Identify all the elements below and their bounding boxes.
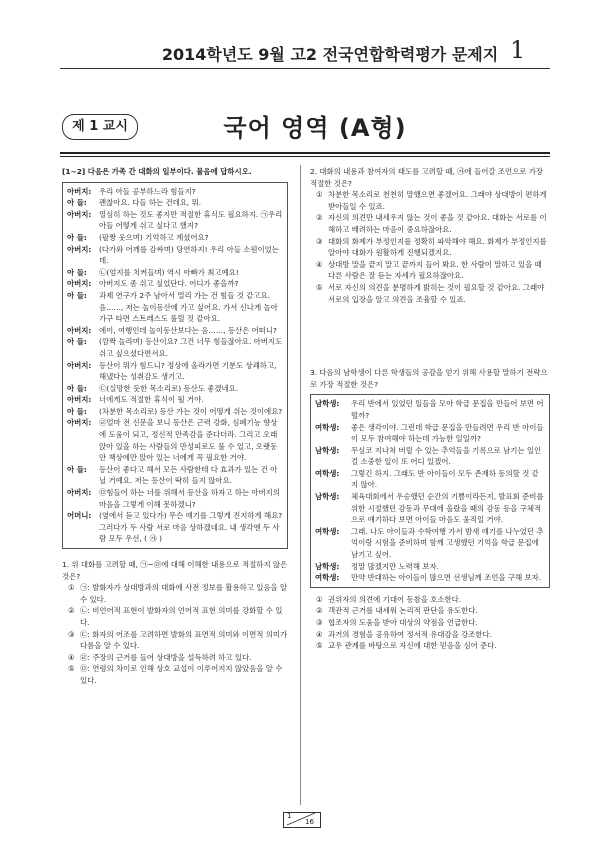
dialogue-turn — [67, 336, 283, 359]
dialogue-turn — [67, 510, 283, 545]
dialogue-turn — [67, 267, 283, 279]
speaker-label: 여학생: — [315, 526, 340, 536]
utterance-text: 우리 아들 공부하느라 힘들지? — [99, 186, 196, 196]
answer-option — [62, 663, 288, 686]
option-marker: ⑤ — [316, 641, 323, 651]
speaker-label: 아버지: — [67, 209, 92, 219]
option-text: 권위자의 의견에 기대어 동참을 호소한다. — [328, 594, 462, 604]
utterance-text: (옆에서 듣고 있다가) 무슨 얘기를 그렇게 진지하게 해요? 그러다가 두 사람 서로 마음 상하겠네요. 내 생각엔 두 사람 모두 우선, ( ㉮ ) — [99, 511, 283, 544]
dialogue-turn — [315, 572, 545, 584]
option-marker: ⑤ — [316, 282, 323, 292]
question-2-options — [310, 189, 550, 305]
dialogue-turn — [67, 417, 283, 463]
dialogue-turn — [315, 561, 545, 573]
speaker-label: 여학생: — [315, 468, 340, 478]
answer-option — [310, 594, 550, 606]
subject-title: 국어 영역 (A형) — [223, 114, 407, 142]
dialogue-turn — [67, 325, 283, 337]
option-text: 교우 관계를 바탕으로 자신에 대한 믿음을 심어 준다. — [328, 641, 497, 651]
dialogue-turn — [67, 406, 283, 418]
speaker-label: 아 들: — [67, 337, 87, 347]
column-divider — [300, 165, 301, 805]
option-marker: ② — [68, 606, 75, 616]
option-marker: ⑤ — [68, 664, 75, 674]
question-1-options — [62, 582, 288, 686]
utterance-text: 그래. 나도 아이들과 수학여행 가서 밤새 얘기를 나누었던 추억이랑 시험을 준비하며 함께 고생했던 기억을 학급 문집에 남기고 싶어. — [351, 526, 544, 560]
utterance-text: 만약 반대하는 아이들이 많으면 선생님께 조언을 구해 보자. — [351, 573, 542, 583]
option-marker: ① — [316, 190, 323, 200]
option-text: 서로 자신의 의견을 분명하게 밝히는 것이 필요할 것 같아요. 그래야 서로의 입장을 알고 의견을 조율할 수 있죠. — [328, 282, 545, 304]
option-marker: ③ — [316, 236, 323, 246]
option-marker: ② — [316, 213, 323, 223]
utterance-text: 괜찮아요. 다들 하는 건데요, 뭐. — [99, 198, 202, 208]
question-3-options — [310, 594, 550, 652]
answer-option — [310, 236, 550, 259]
option-text: 차분한 목소리로 천천히 말했으면 좋겠어요. 그래야 상대방이 편하게 받아들일 수 있죠. — [328, 190, 547, 211]
speaker-label: 아 들: — [67, 267, 87, 277]
answer-option — [310, 617, 550, 629]
dialogue-box — [62, 182, 288, 549]
option-text: 자신의 의견만 내세우지 않는 것이 좋을 것 같아요. 대화는 서로를 이해하고 배려하는 마음이 중요하잖아요. — [328, 213, 547, 234]
option-text: 객관적 근거를 내세워 논리적 판단을 유도한다. — [328, 606, 478, 616]
question-3 — [310, 367, 550, 652]
right-column — [310, 166, 550, 652]
title-rule — [60, 152, 550, 157]
option-text: ㉢: 화자의 어조를 고려하면 발화의 표면적 의미와 이면적 의미가 다름을 알 수 있다. — [80, 629, 288, 651]
utterance-text: 무심코 지나쳐 버릴 수 있는 추억들을 기록으로 남기는 일인걸 소중한 일이 또 어디 있겠어. — [351, 445, 542, 467]
utterance-text: 아버지도 좀 쉬고 싶었단다. 어디가 좋을까? — [99, 279, 239, 289]
option-marker: ③ — [316, 618, 323, 627]
speaker-label: 어머니: — [67, 511, 92, 521]
dialogue-turn — [315, 468, 545, 491]
question-2 — [310, 166, 550, 305]
instruction: [1~2] 다음은 가족 간 대화의 일부이다. 물음에 답하시오. — [62, 167, 252, 176]
dialogue-turn — [67, 232, 283, 244]
option-text: 협조자의 도움을 받아 대상의 약점을 언급한다. — [328, 618, 478, 627]
option-marker: ④ — [316, 629, 323, 639]
utterance-text: 과제 연구가 2주 남아서 멀리 가는 건 힘들 것 같고요. 음……, 저는 놀이동산에 가고 싶어요. 가서 신나게 놀아 가구 타면 스트레스도 풀릴 것 같아요. — [99, 290, 278, 324]
utterance-text: 그렇긴 하지. 그래도 반 아이들이 모두 존재하 동의할 것 같지 않아. — [351, 468, 539, 490]
speaker-label: 여학생: — [315, 422, 340, 432]
speaker-label: 남학생: — [315, 492, 340, 502]
answer-option — [62, 652, 288, 664]
speaker-label: 아 들: — [67, 232, 87, 242]
answer-option — [310, 629, 550, 641]
option-marker: ④ — [68, 652, 75, 662]
option-text: ㉡: 비언어적 표현이 발화자의 언어적 표현 의미를 강화할 수 있다. — [80, 606, 283, 627]
page-footer-current: 1 — [287, 812, 292, 820]
utterance-text: 우리 반에서 있었던 일들을 모아 학급 문집을 만들어 보면 어떨까? — [351, 399, 544, 420]
answer-option — [62, 629, 288, 652]
dialogue-turn — [315, 491, 545, 526]
dialogue-turn — [315, 526, 545, 561]
option-marker: ① — [316, 594, 323, 604]
utterance-text: (차분한 목소리로) 등산 가는 것이 어떻게 쉬는 것이에요? — [99, 406, 283, 416]
dialogue-turn — [315, 422, 545, 445]
answer-option — [310, 259, 550, 282]
speaker-label: 남학생: — [315, 399, 340, 409]
answer-option — [310, 212, 550, 235]
speaker-label: 아 들: — [67, 198, 87, 208]
option-text: ㉣: 주장의 근거를 들어 상대방을 설득하려 하고 있다. — [80, 652, 252, 662]
utterance-text: 좋은 생각이야. 그런데 학급 문집을 만들려면 우리 반 아이들이 모두 참여해야 하는데 가능한 일일까? — [351, 422, 544, 444]
dialogue-turn — [67, 186, 283, 198]
utterance-text: (팔짱 웃으며) 기억하고 계셨어요? — [99, 232, 209, 242]
utterance-text: 열심히 하는 것도 좋지만 적절한 휴식도 필요하지. ㉠우리 아들 어떻게 쉬고 싶다고 했지? — [99, 209, 283, 231]
question-3-stem: 3. 다음의 남학생이 다른 학생들의 공감을 얻기 위해 사용할 말하기 전략으로 가장 적절한 것은? — [310, 368, 548, 389]
dialogue-turn — [67, 487, 283, 510]
option-text: 대화의 화제가 부정인지를 정확히 파악해야 해요. 화제가 부정인지를 알아야 대화가 원활하게 진행되겠지요. — [328, 236, 547, 258]
speaker-label: 아버지: — [67, 186, 92, 196]
speaker-label: 아버지: — [67, 395, 92, 405]
option-text: ㉠: 발화자가 상대방과의 대화에 사전 정보를 활용하고 있음을 알 수 있다. — [80, 583, 288, 604]
option-text: ㉤: 연령의 차이로 인해 상호 교섭이 이루어지지 않았음을 알 수 있다. — [80, 664, 283, 685]
dialogue-turn — [67, 464, 283, 487]
option-marker: ③ — [68, 629, 75, 639]
dialogue-turn — [315, 398, 545, 421]
dialogue-turn — [67, 290, 283, 325]
header-rule — [60, 68, 550, 69]
speaker-label: 아버지: — [67, 325, 92, 335]
utterance-text: 등산이 좋다고 해서 모든 사람한테 다 효과가 있는 건 아닐 거예요. 저는 등산이 딱히 들지 않아요. — [99, 464, 278, 486]
option-marker: ① — [68, 583, 75, 593]
page-number: 1 — [510, 36, 526, 64]
answer-option — [310, 640, 550, 652]
speaker-label: 아버지: — [67, 279, 92, 289]
utterance-text: 에이, 여행인데 놀이동산보다는 음……, 등산은 어떠니? — [99, 325, 277, 335]
dialogue-turn — [67, 360, 283, 383]
speaker-label: 아 들: — [67, 383, 87, 393]
utterance-text: 등산이 뭐가 힘드니? 정상에 올라가면 기분도 상쾌하고, 해냈다는 성취감도 생기고. — [99, 360, 277, 382]
utterance-text: ㉡(엄지를 치켜들며) 역시 아빠가 최고예요! — [99, 267, 239, 277]
left-column — [62, 166, 288, 687]
speaker-label: 아버지: — [67, 418, 92, 428]
dialogue-turn — [67, 278, 283, 290]
option-marker: ④ — [316, 259, 323, 269]
utterance-text: ㉢(실망한 듯한 목소리로) 등산도 좋겠네요. — [99, 383, 239, 393]
question-1-stem: 1. 위 대화를 고려할 때, ㉠~㉤에 대해 이해한 내용으로 적절하지 않은 것은? — [62, 560, 288, 581]
answer-option — [310, 605, 550, 617]
utterance-text: ㉤힘들어 하는 너를 위해서 등산을 하자고 하는 아버지의 마음을 그렇게 이해 못하겠니? — [99, 488, 280, 509]
dialogue-turn — [67, 197, 283, 209]
speaker-label: 아 들: — [67, 464, 87, 474]
utterance-text: (다가와 어깨를 감싸며) 당연하지! 우리 아들 소원이었는데. — [99, 244, 279, 266]
dialogue-turn — [315, 445, 545, 468]
speaker-label: 아 들: — [67, 290, 87, 300]
speaker-label: 남학생: — [315, 561, 340, 571]
dialogue-turn — [67, 383, 283, 395]
answer-option — [310, 282, 550, 305]
speaker-label: 아 들: — [67, 406, 87, 416]
option-marker: ② — [316, 606, 323, 616]
question-2-stem: 2. 대화의 내용과 참여자의 태도를 고려할 때, ㉮에 들어갈 조언으로 가장 적절한 것은? — [310, 167, 544, 188]
speaker-label: 아버지: — [67, 488, 92, 498]
dialogue-turn — [67, 209, 283, 232]
utterance-text: (깜짝 놀라며) 등산이요? 그건 너무 힘들잖아요. 아버지도 쉬고 싶으셨다면서요. — [99, 337, 283, 358]
dialogue-turn — [67, 244, 283, 267]
answer-option — [62, 582, 288, 605]
utterance-text: ㉣얼마 전 신문을 보니 등산은 근력 강화, 심폐기능 향상에 도움이 되고, 정신적 만족감을 준다더라. 그리고 오래 앉아 있을 하는 사람들의 만성피로도 풀 수 있고, 오랫동안 책상에만 앉아 있는 너에게 꼭 필요한 거야. — [99, 418, 278, 463]
session-badge: 제 1 교시 — [62, 114, 138, 140]
option-text: 상대방 말을 끝지 말고 끝까지 들어 봐요. 한 사람이 말하고 있을 때 다른 사람은 잘 듣는 자세가 필요하잖아요. — [328, 259, 542, 281]
dialogue-turn — [67, 394, 283, 406]
answer-option — [310, 189, 550, 212]
speaker-label: 아버지: — [67, 244, 92, 254]
utterance-text: 정말 많겠지만 노력해 보자. — [351, 561, 439, 571]
speaker-label: 여학생: — [315, 573, 340, 583]
exam-header-title: 2014학년도 9월 고2 전국연합학력평가 문제지 — [161, 45, 499, 64]
question-3-dialogue-box — [310, 394, 550, 588]
option-text: 과거의 경험을 공유하여 정서적 유대감을 강조한다. — [328, 629, 493, 639]
speaker-label: 아버지: — [67, 360, 92, 370]
question-1 — [62, 559, 288, 687]
utterance-text: 너에게도 적절한 휴식이 될 거야. — [99, 395, 204, 405]
utterance-text: 체육대회에서 우승했던 순간의 기쁨이라든지, 발표회 준비를 위한 시절했던 감동과 무대에 올랐을 때의 감동 등을 구체적으로 얘기하다 보면 아이들 마음도 움직일 거야. — [351, 492, 544, 525]
answer-option — [62, 605, 288, 628]
speaker-label: 남학생: — [315, 445, 340, 455]
page-footer-total: 16 — [305, 818, 314, 826]
